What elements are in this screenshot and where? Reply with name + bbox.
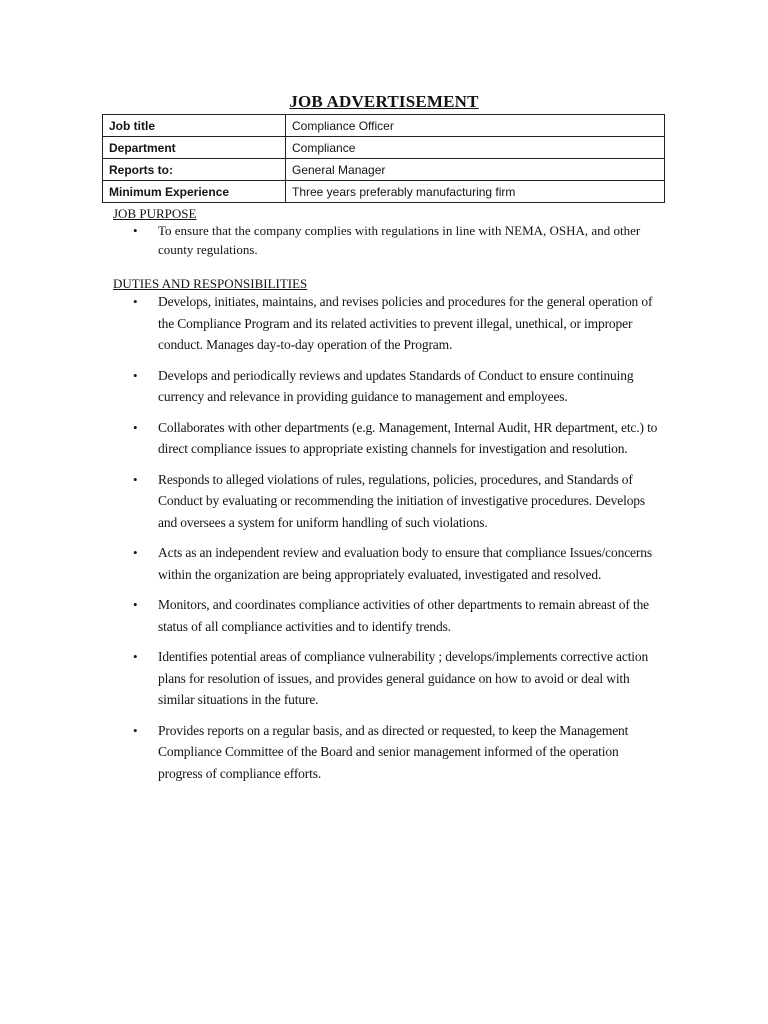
duties-list <box>130 291 660 793</box>
list-item <box>130 646 660 711</box>
list-item-text: To ensure that the company complies with regulations in line with NEMA, OSHA, and other county regulations. <box>158 223 641 257</box>
page-title <box>0 92 768 112</box>
job-info-table <box>102 114 665 203</box>
row-value: General Manager <box>286 159 665 181</box>
list-item <box>130 469 660 534</box>
table-row <box>103 137 665 159</box>
table-row <box>103 159 665 181</box>
list-item-text: Monitors, and coordinates compliance activities of other departments to remain abreast of the status of all compliance activities and to identify trends. <box>158 597 650 634</box>
bullet-icon: • <box>133 649 138 664</box>
job-purpose-heading: JOB PURPOSE <box>113 206 197 221</box>
row-value: Compliance Officer <box>286 115 665 137</box>
row-label: Minimum Experience <box>103 181 286 203</box>
bullet-icon: • <box>133 419 138 435</box>
bullet-icon: • <box>133 597 138 612</box>
row-label: Job title <box>103 115 286 137</box>
row-value: Compliance <box>286 137 665 159</box>
bullet-icon: • <box>133 367 138 383</box>
list-item <box>130 720 660 785</box>
list-item <box>130 365 660 408</box>
row-label: Department <box>103 137 286 159</box>
row-label: Reports to: <box>103 159 286 181</box>
list-item <box>130 417 660 460</box>
list-item-text: Acts as an independent review and evaluation body to ensure that compliance Issues/concerns within the organization are being appropriately evaluated, investigated and resolved. <box>158 545 652 582</box>
table-row <box>103 115 665 137</box>
list-item <box>130 542 660 585</box>
list-item <box>130 221 660 259</box>
bullet-icon: • <box>133 545 138 560</box>
list-item-text: Collaborates with other departments (e.g. Management, Internal Audit, HR department, etc.) to direct compliance issues to appropriate existing channels for investigation and resolution. <box>158 419 658 456</box>
bullet-icon: • <box>133 471 138 487</box>
list-item-text: Develops, initiates, maintains, and revises policies and procedures for the general operation of the Compliance Program and its related activities to prevent illegal, unethical, or improper conduct. Manages day-to-day operation of the Program. <box>158 294 653 352</box>
list-item-text: Responds to alleged violations of rules, regulations, policies, procedures, and Standards of Conduct by evaluating or recommending the initiation of investigative procedures. Develops and oversees a system for uniform handling of such violations. <box>158 471 645 530</box>
list-item <box>130 291 660 356</box>
row-value: Three years preferably manufacturing firm <box>286 181 665 203</box>
list-item-text: Provides reports on a regular basis, and as directed or requested, to keep the Management Compliance Committee of the Board and senior management informed of the operation progress of compliance efforts. <box>158 722 629 781</box>
table-row <box>103 181 665 203</box>
job-purpose-list <box>130 221 660 259</box>
list-item-text: Identifies potential areas of compliance vulnerability ; develops/implements corrective action plans for resolution of issues, and provides general guidance on how to avoid or deal with similar situations in the future. <box>158 649 649 707</box>
bullet-icon: • <box>133 294 138 309</box>
title-text: JOB ADVERTISEMENT <box>289 92 479 111</box>
bullet-icon: • <box>133 722 138 738</box>
list-item-text: Develops and periodically reviews and updates Standards of Conduct to ensure continuing currency and relevance in providing guidance to management and employees. <box>158 367 634 404</box>
duties-heading: DUTIES AND RESPONSIBILITIES <box>113 276 308 291</box>
list-item <box>130 594 660 637</box>
bullet-icon: • <box>133 223 138 238</box>
